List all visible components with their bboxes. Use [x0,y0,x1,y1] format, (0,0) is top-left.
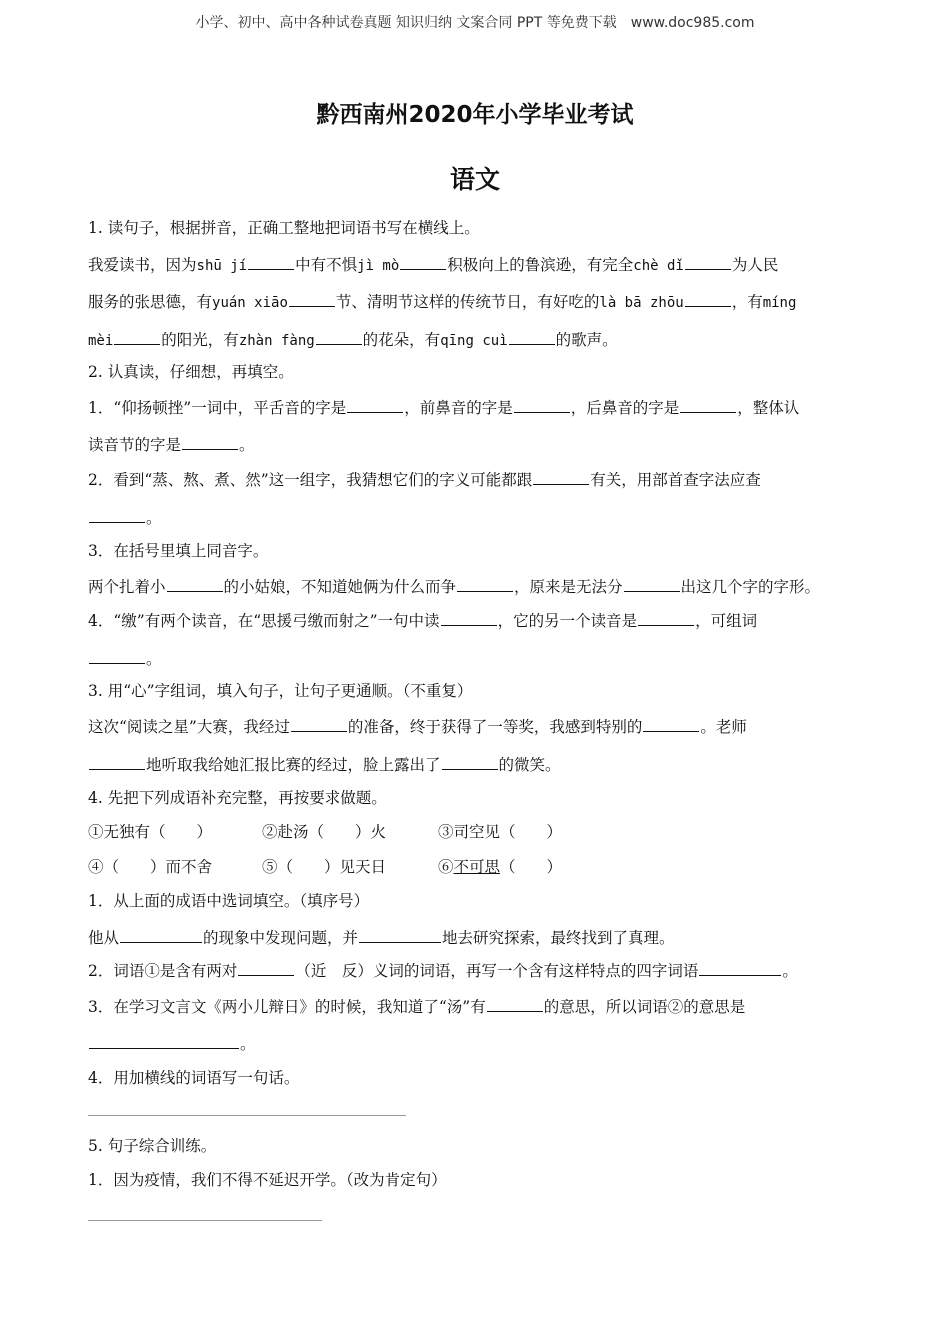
blank[interactable] [457,575,513,592]
blank[interactable] [442,753,498,770]
q2-stem: 2. 认真读，仔细想，再填空。 [88,363,294,381]
blank[interactable] [699,959,781,976]
blank[interactable] [289,290,335,307]
q4-sub-4: 4．用加横线的词语写一句话。 [88,1069,300,1087]
idiom-5: ⑤（ ）见天日 [262,858,387,876]
exam-subject: 语文 [449,165,500,194]
q4-sub-3-cont: 。 [88,1032,868,1055]
blank[interactable] [316,328,362,345]
blank[interactable] [89,647,145,664]
blank[interactable] [533,468,589,485]
blank[interactable] [89,753,145,770]
q2-sub-1: 1．“仰扬顿挫”一词中，平舌音的字是 ，前鼻音的字是 ，后鼻音的字是 ，整体认 [88,396,868,419]
q2-sub-2-cont: 。 [88,506,868,529]
q1-line-1: 我爱读书，因为shū jí 中有不惧jì mò 积极向上的鲁滨逊，有完全chè dǐ 为人民 [88,253,868,277]
exam-title: 黔西南州2020年小学毕业考试 [316,102,634,128]
q3-line-2: 地听取我给她汇报比赛的经过，脸上露出了 的微笑。 [88,753,868,776]
q4-sub-3: 3．在学习文言文《两小儿辩日》的时候，我知道了“汤”有 的意思，所以词语②的意思是 [88,995,868,1018]
blank[interactable] [248,253,294,270]
idiom-6: ⑥不可思（ ） [438,858,563,876]
blank[interactable] [291,715,347,732]
answer-line[interactable] [88,1115,406,1116]
q4-sub-1: 1．从上面的成语中选词填空。（填序号） [88,892,370,910]
blank[interactable] [643,715,699,732]
q4-sub-1-line: 他从 的现象中发现问题，并 地去研究探索，最终找到了真理。 [88,926,868,949]
blank[interactable] [347,396,403,413]
blank[interactable] [238,959,294,976]
q5-stem: 5. 句子综合训练。 [88,1137,217,1155]
q4-idioms-row-2 [88,856,868,878]
blank[interactable] [400,253,446,270]
blank[interactable] [514,396,570,413]
idiom-1: ①无独有（ ） [88,823,213,841]
blank[interactable] [89,1032,239,1049]
blank[interactable] [182,433,238,450]
blank[interactable] [441,609,497,626]
blank[interactable] [624,575,680,592]
blank[interactable] [638,609,694,626]
blank[interactable] [359,926,441,943]
q1-line-3: mèi 的阳光，有zhàn fàng 的花朵，有qīng cuì 的歌声。 [88,328,868,352]
q5-sub-1: 1．因为疫情，我们不得不延迟开学。（改为肯定句） [88,1171,447,1189]
q3-line-1: 这次“阅读之星”大赛，我经过 的准备，终于获得了一等奖，我感到特别的 。老师 [88,715,868,738]
site-header [0,12,950,32]
blank[interactable] [685,253,731,270]
header-url[interactable]: www.doc985.com [630,15,755,31]
blank[interactable] [167,575,223,592]
q1-stem: 1. 读句子，根据拼音，正确工整地把词语书写在横线上。 [88,219,480,237]
q4-stem: 4. 先把下列成语补充完整，再按要求做题。 [88,789,387,807]
blank[interactable] [89,506,145,523]
q1-line-2: 服务的张思德，有yuán xiāo 节、清明节这样的传统节日，有好吃的là bā zhōu ，有míng [88,290,868,314]
underlined-word: 不可思 [453,858,501,876]
q2-sub-3: 3．在括号里填上同音字。 [88,542,269,560]
q4-sub-2: 2．词语①是含有两对 （近 反）义词的词语，再写一个含有这样特点的四字词语 。 [88,959,868,982]
idiom-2: ②赴汤（ ）火 [262,823,387,841]
q3-stem: 3. 用“心”字组词，填入句子，让句子更通顺。（不重复） [88,682,473,700]
q2-sub-4-cont: 。 [88,647,868,670]
blank[interactable] [114,328,160,345]
q2-sub-2: 2．看到“蒸、熬、煮、然”这一组字，我猜想它们的字义可能都跟 有关，用部首查字法应查 [88,468,868,491]
q2-sub-4: 4．“缴”有两个读音，在“思援弓缴而射之”一句中读 ，它的另一个读音是 ，可组词 [88,609,868,632]
blank[interactable] [120,926,202,943]
idiom-3: ③司空见（ ） [438,823,563,841]
blank[interactable] [685,290,731,307]
q2-sub-1-cont: 读音节的字是 。 [88,433,868,456]
header-text: 小学、初中、高中各种试卷真题 知识归纳 文案合同 PPT 等免费下载 [195,15,617,31]
blank[interactable] [680,396,736,413]
idiom-4: ④（ ）而不舍 [88,858,213,876]
blank[interactable] [509,328,555,345]
blank[interactable] [487,995,543,1012]
q4-idioms-row-1 [88,821,868,843]
q2-sub-3-line: 两个扎着小 的小姑娘，不知道她俩为什么而争 ，原来是无法分 出这几个字的字形。 [88,575,868,598]
answer-line[interactable] [88,1220,322,1221]
